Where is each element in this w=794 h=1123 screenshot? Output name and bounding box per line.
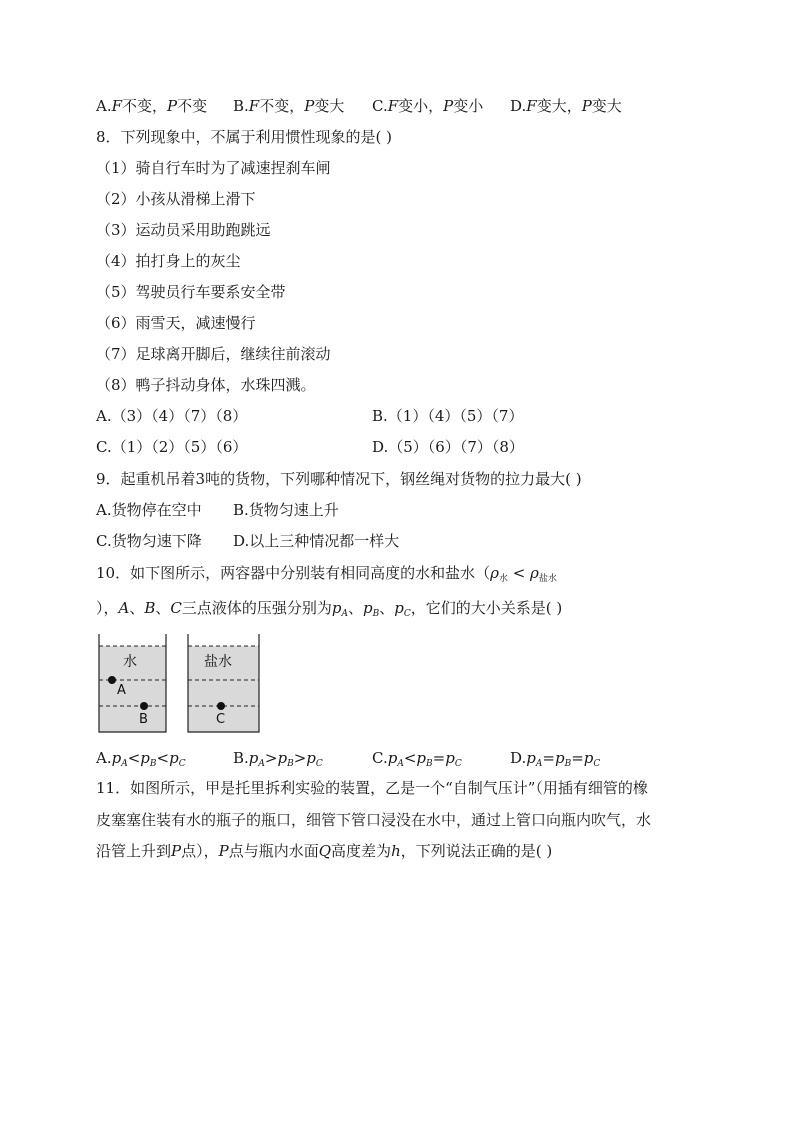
q8-item-8: （8）鸭子抖动身体，水珠四溅。 xyxy=(96,376,316,394)
q8-option-b: B.（1）（4）（5）（7） xyxy=(372,407,524,425)
point-b-label: B xyxy=(139,712,148,727)
point-c-label: C xyxy=(216,712,226,727)
q10-stem-line1: 10．如下图所示，两容器中分别装有相同高度的水和盐水（$\rho_水 < \rho_{盐水}$ xyxy=(96,564,557,584)
point-a xyxy=(108,676,116,684)
q10-option-c: $C.p_A<p_B=p_C$ xyxy=(372,749,462,769)
q8-item-7: （7）足球离开脚后，继续往前滚动 xyxy=(96,345,331,363)
q8-item-1: （1）骑自行车时为了减速捏刹车闸 xyxy=(96,159,331,177)
q8-item-5: （5）驾驶员行车要系安全带 xyxy=(96,283,286,301)
q7-options xyxy=(96,96,207,116)
point-b xyxy=(140,702,148,710)
q11-line-3: 沿管上升到P点），P点与瓶内水面Q高度差为h，下列说法正确的是( ) xyxy=(96,842,553,860)
q9-option-d: D.以上三种情况都一样大 xyxy=(233,532,400,550)
point-c xyxy=(217,702,225,710)
q9-stem: 9．起重机吊着3吨的货物，下列哪种情况下，钢丝绳对货物的拉力最大( ) xyxy=(96,470,582,488)
q8-item-6: （6）雨雪天，减速慢行 xyxy=(96,314,256,332)
water-label: 水 xyxy=(123,654,137,670)
point-a-label: A xyxy=(117,683,126,698)
q8-stem: 8．下列现象中，不属于利用惯性现象的是( ) xyxy=(96,128,393,146)
q8-option-d: D.（5）（6）（7）（8） xyxy=(372,438,524,456)
q7-option-b: B.F不变，P变大 xyxy=(233,97,345,115)
q8-item-4: （4）拍打身上的灰尘 xyxy=(96,252,241,270)
q11-line-2: 皮塞塞住装有水的瓶子的瓶口，细管下管口浸没在水中，通过上管口向瓶内吹气，水 xyxy=(96,811,652,829)
q10-stem-line2: ），A、B、C三点液体的压强分别为$p_A$、$p_B$、$p_C$，它们的大小关系是( ) xyxy=(96,599,563,619)
q10-containers-figure xyxy=(96,634,264,734)
q11-line-1: 11．如图所示，甲是托里拆利实验的装置，乙是一个“自制气压计”（用插有细管的橡 xyxy=(96,779,648,797)
q8-option-a: A.（3）（4）（7）（8） xyxy=(96,407,248,425)
q7-option-a: A.F不变，P不变 xyxy=(96,97,208,115)
q9-option-a: A.货物停在空中 xyxy=(96,501,202,519)
saltwater-label: 盐水 xyxy=(204,654,232,670)
q8-item-2: （2）小孩从滑梯上滑下 xyxy=(96,190,256,208)
q9-option-b: B.货物匀速上升 xyxy=(233,501,339,519)
q7-option-c: C.F变小，P变小 xyxy=(372,97,484,115)
q8-item-3: （3）运动员采用助跑跳远 xyxy=(96,221,271,239)
q10-option-d: $D.p_A=p_B=p_C$ xyxy=(510,749,601,769)
q9-option-c: C.货物匀速下降 xyxy=(96,532,202,550)
q7-option-d: D.F变大，P变大 xyxy=(510,97,622,115)
q10-option-b: $B.p_A>p_B>p_C$ xyxy=(233,749,323,769)
q10-option-a: $A.p_A<p_B<p_C$ xyxy=(96,749,186,769)
q8-option-c: C.（1）（2）（5）（6） xyxy=(96,438,248,456)
